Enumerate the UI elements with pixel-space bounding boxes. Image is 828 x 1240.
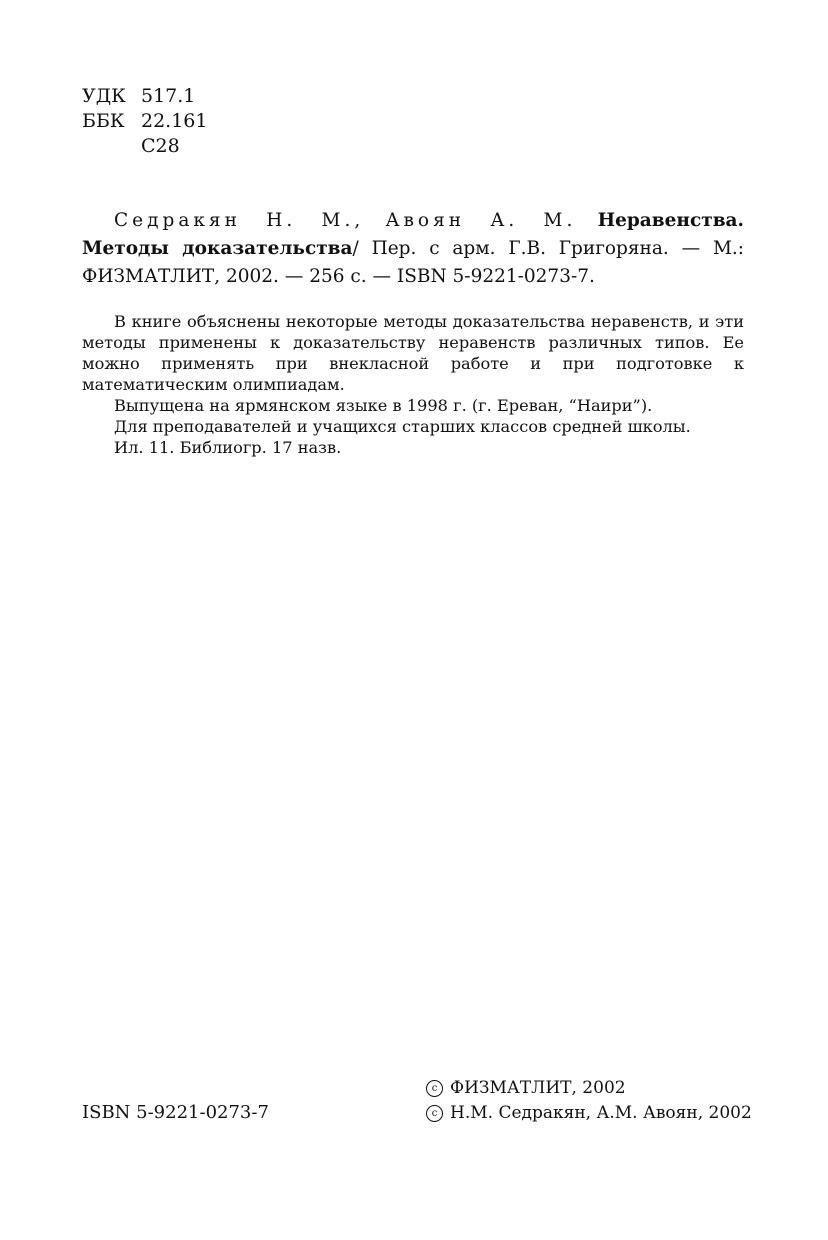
copyright-icon: c xyxy=(426,1105,443,1122)
author-mark: С28 xyxy=(141,135,180,157)
annotation-paragraph-3: Для преподавателей и учащихся старших классов средней школы. xyxy=(114,417,691,436)
copyright-publisher xyxy=(426,1076,752,1101)
author-sedrakyan: Седракян Н. М., xyxy=(114,210,365,231)
copyright-icon: c xyxy=(426,1080,443,1097)
annotation-paragraph-1: В книге объяснены некоторые методы доказательства неравенств, и эти методы применены к доказательству неравенств различных типов. Ее можно применять при внекласной работе и при подготовке к математическим олимпиадам. xyxy=(82,312,744,394)
book-title: Неравенства. Методы доказательства xyxy=(82,210,744,259)
udk-label: УДК xyxy=(82,85,126,107)
classification-codes xyxy=(82,84,207,159)
copyright-authors xyxy=(426,1101,752,1126)
annotation-paragraph-2: Выпущена на ярмянском языке в 1998 г. (г. Ереван, “Наири”). xyxy=(114,396,653,415)
copyright-block xyxy=(426,1076,752,1126)
bbk-label: ББК xyxy=(82,110,125,132)
annotation xyxy=(82,311,744,458)
bibliographic-description xyxy=(82,207,744,291)
copyright-publisher-text: ФИЗМАТЛИТ, 2002 xyxy=(450,1078,626,1098)
udk-value: 517.1 xyxy=(141,85,196,107)
copyright-authors-text: Н.М. Седракян, А.М. Авоян, 2002 xyxy=(450,1103,752,1123)
bbk-value: 22.161 xyxy=(141,110,208,132)
annotation-paragraph-4: Ил. 11. Библиогр. 17 назв. xyxy=(114,438,342,457)
isbn: ISBN 5-9221-0273-7 xyxy=(82,1102,269,1123)
author-avoyan: Авоян А. М. xyxy=(385,210,577,231)
udk-row xyxy=(82,84,207,109)
bbk-row xyxy=(82,109,207,134)
publication-details: / Пер. с арм. Г.В. Григоряна. — М.: ФИЗМАТЛИТ, 2002. — 256 с. — ISBN 5-9221-0273-7. xyxy=(82,238,744,287)
